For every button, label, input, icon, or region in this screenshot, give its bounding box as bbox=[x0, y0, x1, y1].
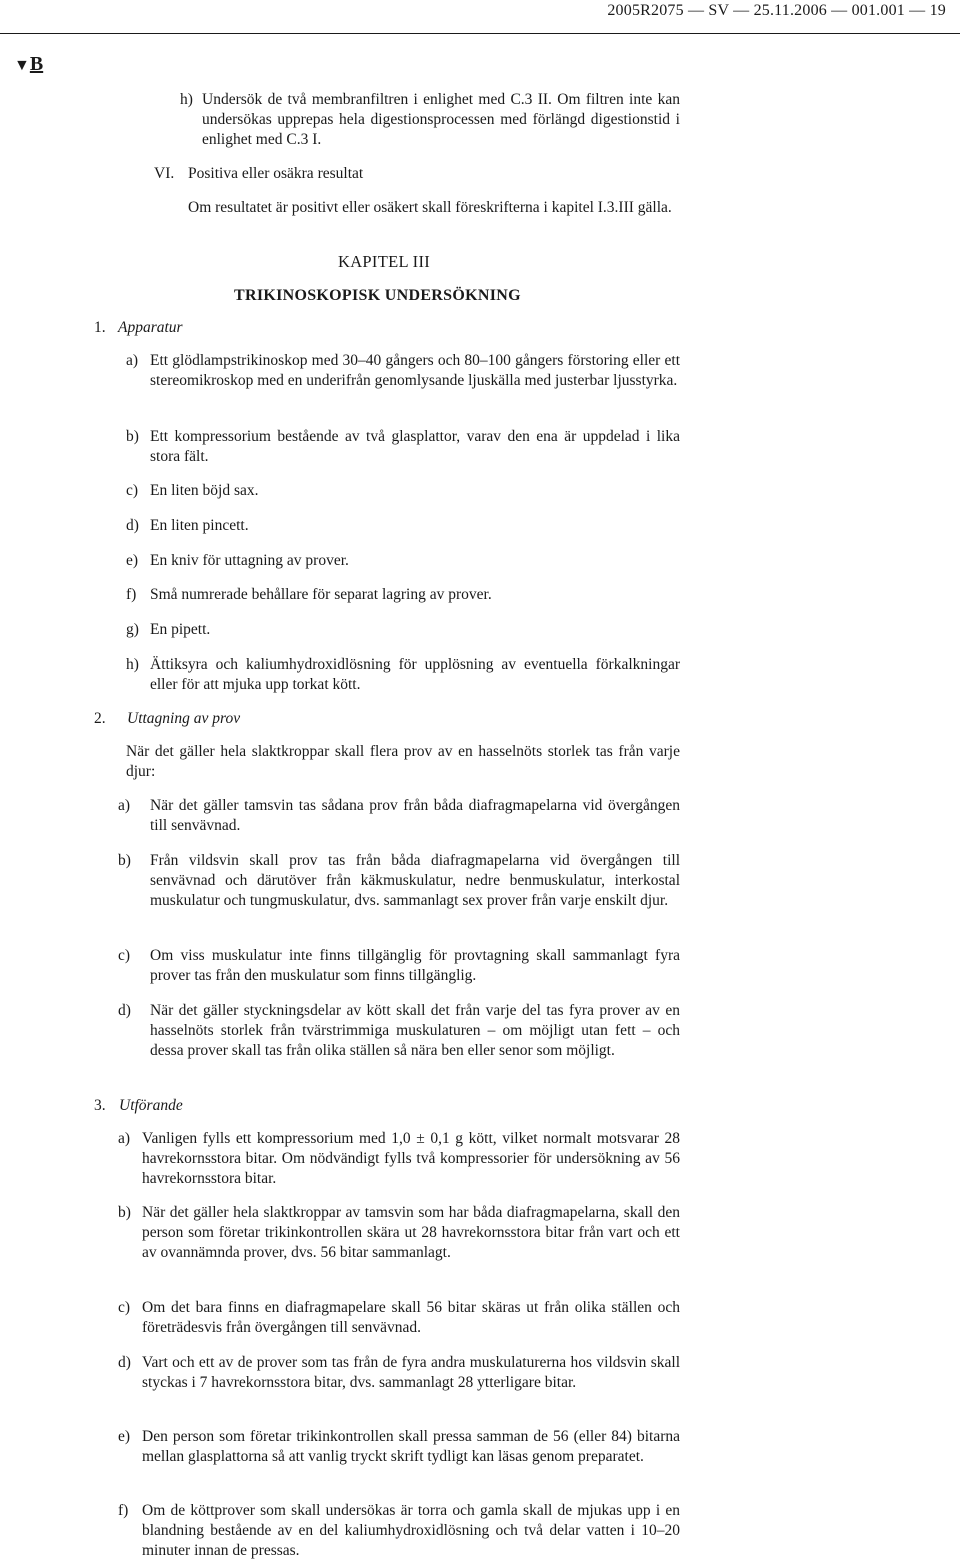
header-rule bbox=[0, 33, 960, 34]
list-item bbox=[126, 351, 680, 391]
list-item bbox=[126, 481, 680, 501]
item-text: När det gäller tamsvin tas sådana prov från båda diafragmapelarna vid övergången till senvävnad. bbox=[150, 797, 680, 834]
chapter-title: TRIKINOSKOPISK UNDERSÖKNING bbox=[234, 287, 521, 304]
item-text: Vanligen fylls ett kompressorium med 1,0 ± 0,1 g kött, vilket normalt motsvarar 28 havrekornsstora bitar. Om nödvändigt fylls två kompressorier för undersökning av 56 havrekornsstora bitar. bbox=[142, 1130, 680, 1187]
item-label: b) bbox=[126, 428, 139, 445]
paragraph: När det gäller hela slaktkroppar skall flera prov av en hasselnöts storlek tas från varje djur: bbox=[126, 743, 680, 780]
item-text: Ett glödlampstrikinoskop med 30–40 gångers och 80–100 gångers förstoring eller ett stereomikroskop med en underifrån genomlysande ljuskälla med justerbar ljusstyrka. bbox=[150, 352, 680, 389]
section-title: Uttagning av prov bbox=[127, 710, 241, 727]
list-item bbox=[118, 1129, 680, 1189]
item-label: f) bbox=[118, 1502, 129, 1519]
item-text: En liten pincett. bbox=[150, 517, 249, 534]
list-item bbox=[118, 1501, 680, 1561]
item-text: En kniv för uttagning av prover. bbox=[150, 552, 349, 569]
item-label: g) bbox=[126, 621, 139, 638]
item-text: En liten böjd sax. bbox=[150, 482, 259, 499]
item-text: En pipett. bbox=[150, 621, 211, 638]
list-item bbox=[118, 1298, 680, 1338]
section-number: 3. bbox=[94, 1097, 106, 1114]
item-text: Ett kompressorium bestående av två glasplattor, varav den ena är uppdelad i lika stora fält. bbox=[150, 428, 680, 465]
item-text: När det gäller hela slaktkroppar av tamsvin som har båda diafragmapelarna, skall den person som företar trikinkontrollen skära ut 28 havrekornsstora bitar från vart och ett av ovannämnda prover, dvs. 56 bitar sammanlagt. bbox=[142, 1204, 680, 1261]
page-header: 2005R2075 — SV — 25.11.2006 — 001.001 — 19 bbox=[607, 2, 946, 19]
list-item bbox=[118, 946, 680, 986]
list-item bbox=[126, 655, 680, 695]
item-text: Små numrerade behållare för separat lagring av prover. bbox=[150, 586, 492, 603]
item-text: Den person som företar trikinkontrollen skall pressa samman de 56 (eller 84) bitarna mellan glasplattorna så att vanlig tryckt skrift tydligt kan läsas genom preparatet. bbox=[142, 1428, 680, 1465]
item-text: Om viss muskulatur inte finns tillgänglig för provtagning skall sammanlagt fyra prover tas från den muskulatur som finns tillgänglig. bbox=[150, 947, 680, 984]
paragraph: Om resultatet är positivt eller osäkert skall föreskrifterna i kapitel I.3.III gälla. bbox=[188, 199, 672, 216]
item-label: f) bbox=[126, 586, 137, 603]
triangle-down-icon: ▼ bbox=[14, 57, 30, 74]
marker-letter: B bbox=[29, 53, 44, 75]
section-number: 2. bbox=[94, 710, 106, 727]
item-label: c) bbox=[118, 1299, 131, 1316]
list-item bbox=[118, 1203, 680, 1263]
version-marker bbox=[14, 52, 43, 78]
item-label: a) bbox=[118, 797, 131, 814]
item-label: c) bbox=[126, 482, 139, 499]
item-text: Undersök de två membranfiltren i enlighet med C.3 II. Om filtren inte kan undersökas upprepas hela digestionsprocessen med förlängd digestionstid i enlighet med C.3 I. bbox=[202, 91, 680, 148]
item-label: a) bbox=[118, 1130, 131, 1147]
section-title: Utförande bbox=[119, 1097, 183, 1114]
item-label: b) bbox=[118, 852, 131, 869]
list-item bbox=[118, 796, 680, 836]
section-number: VI. bbox=[154, 165, 175, 182]
list-item bbox=[118, 1427, 680, 1467]
item-label: h) bbox=[180, 91, 193, 108]
item-label: d) bbox=[126, 517, 139, 534]
item-label: d) bbox=[118, 1354, 131, 1371]
item-label: e) bbox=[118, 1428, 131, 1445]
item-text: Ättiksyra och kaliumhydroxidlösning för upplösning av eventuella förkalkningar eller för att mjuka upp torkat kött. bbox=[150, 656, 680, 693]
list-item bbox=[126, 620, 680, 640]
item-text: När det gäller styckningsdelar av kött skall det från varje del tas fyra prover av en hasselnöts storlek från tvärstrimmiga muskulaturen – om möjligt utan fett – och dessa prover skall tas från olika ställen så nära ben eller senor som möjligt. bbox=[150, 1002, 680, 1059]
item-text: Vart och ett av de prover som tas från de fyra andra muskulaturerna hos vildsvin skall styckas i 7 havrekornsstora bitar, dvs. sammanlagt 28 ytterligare bitar. bbox=[142, 1354, 680, 1391]
item-label: e) bbox=[126, 552, 139, 569]
item-label: d) bbox=[118, 1002, 131, 1019]
list-item bbox=[126, 551, 680, 571]
item-text: Om det bara finns en diafragmapelare skall 56 bitar skäras ut från olika ställen och företrädesvis från övergången till senvävnad. bbox=[142, 1299, 680, 1336]
list-item bbox=[118, 1001, 680, 1061]
item-label: h) bbox=[126, 656, 139, 673]
item-label: c) bbox=[118, 947, 131, 964]
list-item bbox=[126, 516, 680, 536]
section-title: Apparatur bbox=[118, 319, 183, 336]
section-number: 1. bbox=[94, 319, 106, 336]
list-item bbox=[118, 1353, 680, 1393]
item-text: Om de köttprover som skall undersökas är torra och gamla skall de mjukas upp i en blandning bestående av en del kaliumhydroxidlösning och två delar vatten i 10–20 minuter innan de pressas. bbox=[142, 1502, 680, 1559]
item-text: Från vildsvin skall prov tas från båda diafragmapelarna vid övergången till senvävnad och därutöver från käkmuskulatur, nedre benmuskulatur, interkostal muskulatur och tungmuskulatur, dvs. sammanlagt sex prover från varje enskilt djur. bbox=[150, 852, 680, 909]
list-item bbox=[118, 851, 680, 911]
item-label: b) bbox=[118, 1204, 131, 1221]
section-title: Positiva eller osäkra resultat bbox=[188, 165, 364, 182]
list-item bbox=[126, 427, 680, 467]
list-item bbox=[126, 585, 680, 605]
item-label: a) bbox=[126, 352, 139, 369]
chapter-number: KAPITEL III bbox=[338, 252, 431, 271]
